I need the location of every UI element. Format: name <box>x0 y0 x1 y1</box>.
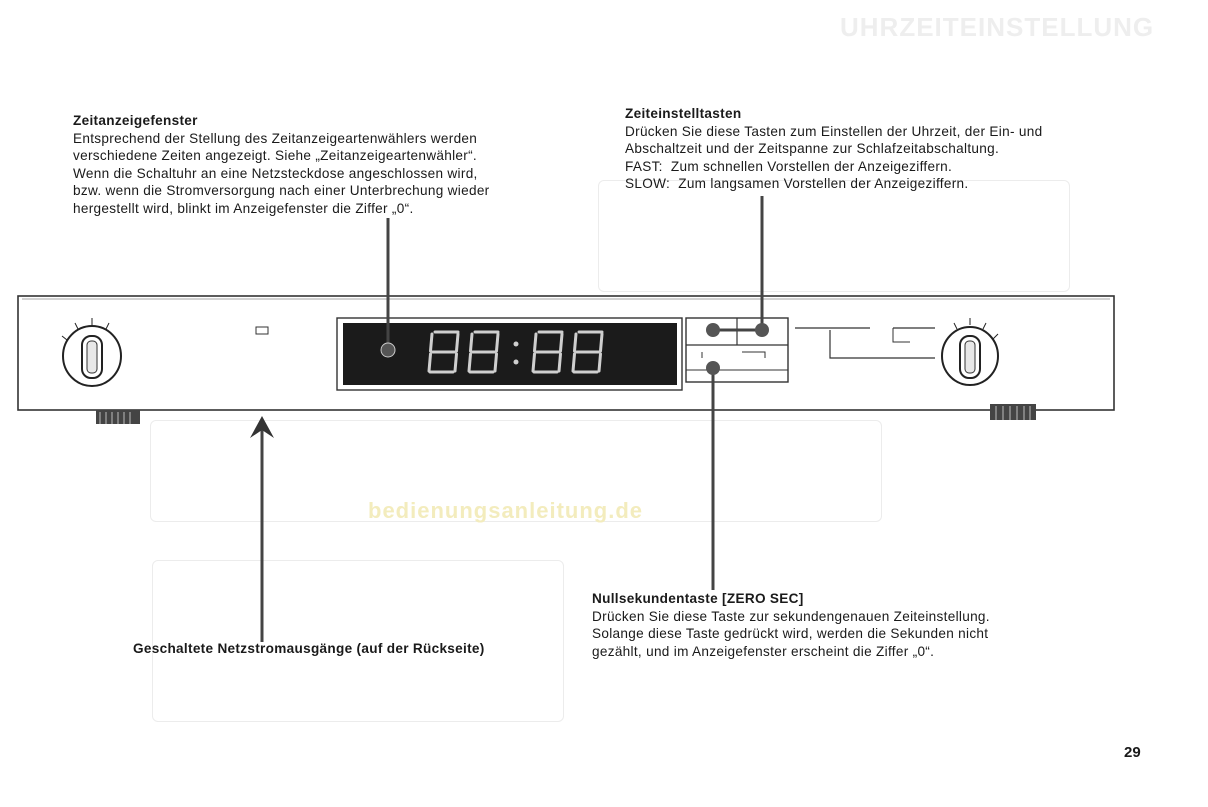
display-segment <box>495 354 497 371</box>
annotation-line: Entsprechend der Stellung des Zeitanzeigeartenwählers werden <box>73 130 478 146</box>
display-segment <box>533 354 535 371</box>
display-segment <box>575 334 577 351</box>
annotation-line: gezählt, und im Anzeigefenster erscheint die Ziffer „0“. <box>592 643 935 659</box>
annotation-title: Geschaltete Netzstromausgänge (auf der Rückseite) <box>133 641 485 656</box>
display-segment <box>469 354 471 371</box>
display-segment <box>573 354 575 371</box>
display-segment <box>497 334 499 351</box>
display-segment <box>471 334 473 351</box>
display-colon <box>514 360 519 365</box>
display-segment <box>561 334 563 351</box>
annotation-line: Abschaltzeit und der Zeitspanne zur Schlafzeitabschaltung. <box>625 141 1000 156</box>
ghost-heading: UHRZEITEINSTELLUNG <box>840 12 1155 42</box>
display-segment <box>429 354 431 371</box>
display-segment <box>559 354 561 371</box>
annotation-line: Drücken Sie diese Tasten zum Einstellen der Uhrzeit, der Ein- und <box>625 123 1043 139</box>
annotation-line: bzw. wenn die Stromversorgung nach einer Unterbrechung wieder <box>73 183 490 198</box>
annotation-title: Zeitanzeigefenster <box>73 113 198 128</box>
power-led <box>256 327 268 334</box>
annotation-line: SLOW: Zum langsamen Vorstellen der Anzeigeziffern. <box>625 176 969 191</box>
annotation-line: Drücken Sie diese Taste zur sekundengenauen Zeiteinstellung. <box>592 608 990 624</box>
display-segment <box>599 354 601 371</box>
annotation-line: FAST: Zum schnellen Vorstellen der Anzeigeziffern. <box>625 158 953 174</box>
annotation-line: hergestellt wird, blinkt im Anzeigefenster die Ziffer „0“. <box>73 200 414 216</box>
annotation-zeitanzeigefenster <box>73 112 490 217</box>
display-segment <box>457 334 459 351</box>
annotation-zeiteinstelltasten <box>625 105 1042 193</box>
annotation-line: Solange diese Taste gedrückt wird, werden die Sekunden nicht <box>592 626 989 641</box>
left-foot <box>96 410 140 424</box>
display-segment <box>455 354 457 371</box>
display-segment <box>535 334 537 351</box>
watermark: bedienungsanleitung.de <box>368 498 644 523</box>
display-colon <box>514 342 519 347</box>
right-foot <box>990 404 1036 420</box>
display-segment <box>601 334 603 351</box>
annotation-nullsekundentaste <box>592 590 990 660</box>
display-segment <box>431 334 433 351</box>
annotation-netzstromausgaenge <box>133 640 485 658</box>
annotation-line: Wenn die Schaltuhr an eine Netzsteckdose angeschlossen wird, <box>73 165 478 181</box>
annotation-title: Zeiteinstelltasten <box>625 106 742 121</box>
page-number: 29 <box>1124 744 1141 761</box>
annotation-line: verschiedene Zeiten angezeigt. Siehe „Zeitanzeigeartenwähler“. <box>73 148 477 163</box>
annotation-title: Nullsekundentaste [ZERO SEC] <box>592 591 804 606</box>
